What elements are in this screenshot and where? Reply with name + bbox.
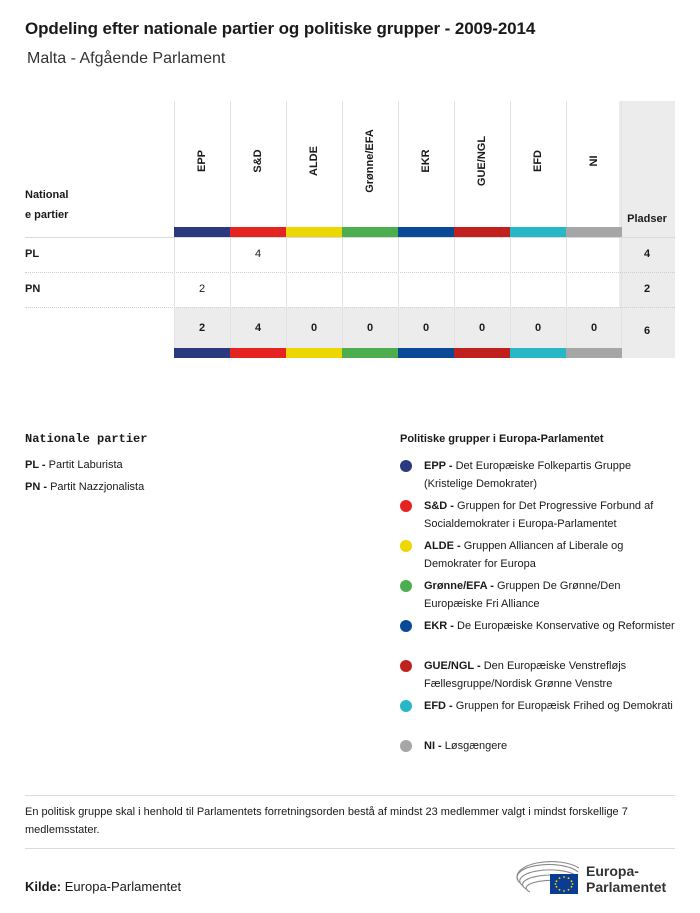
- legend-text: [400, 657, 675, 693]
- legend-text: [400, 697, 675, 715]
- group-header: [454, 101, 510, 227]
- legend-abbr: Grønne/EFA -: [424, 580, 494, 592]
- legend-dot: [400, 460, 412, 472]
- group-legend-title: Politiske grupper i Europa-Parlamentet: [400, 433, 604, 445]
- group-header-label: Grønne/EFA: [364, 129, 376, 193]
- legend-text: [400, 737, 675, 755]
- total-cell: 0: [478, 322, 486, 334]
- legend-name: Løsgængere: [444, 740, 508, 752]
- row-party-pn: PN: [25, 283, 41, 295]
- legend-abbr: EPP -: [424, 460, 453, 472]
- seats-column: [619, 101, 675, 358]
- group-legend-item: [400, 497, 675, 533]
- legend-text: [400, 457, 675, 493]
- divider: [25, 848, 675, 849]
- legend-dot: [400, 620, 412, 632]
- legend-name: Det Europæiske Folkepartis Gruppe (Kristelige Demokrater): [424, 460, 632, 490]
- group-header: [230, 101, 286, 227]
- group-color-bar: [566, 227, 622, 237]
- legend-dot: [400, 700, 412, 712]
- group-header-label: NI: [588, 155, 600, 167]
- legend-name: Partit Laburista: [48, 459, 123, 471]
- source: [25, 879, 181, 894]
- group-color-bar: [510, 348, 566, 358]
- national-legend-item: [25, 481, 144, 493]
- group-color-bar: [342, 348, 398, 358]
- legend-name: Gruppen De Grønne/Den Europæiske Fri Alliance: [424, 580, 621, 610]
- legend-name: Gruppen for Det Progressive Forbund af Socialdemokrater i Europa-Parlamentet: [424, 500, 654, 530]
- legend-abbr: S&D -: [424, 500, 454, 512]
- total-cell: 0: [422, 322, 430, 334]
- group-legend-item: [400, 657, 675, 693]
- legend-name: De Europæiske Konservative og Reformister: [457, 620, 675, 632]
- group-header: [342, 101, 398, 227]
- group-header-label: ALDE: [308, 146, 320, 176]
- group-legend-item: [400, 577, 675, 613]
- legend-dot: [400, 580, 412, 592]
- group-color-bar: [230, 227, 286, 237]
- header-rule: [25, 237, 675, 238]
- group-legend-item: [400, 457, 675, 493]
- group-header-label: EFD: [532, 150, 544, 172]
- group-legend-item: [400, 537, 675, 573]
- row-party-pl: PL: [25, 248, 40, 260]
- legend-abbr: GUE/NGL -: [424, 660, 481, 672]
- group-legend-item: [400, 697, 675, 715]
- group-color-bar: [510, 227, 566, 237]
- seats-pn: 2: [643, 283, 651, 295]
- source-label: Kilde:: [25, 879, 62, 894]
- national-parties-header: [25, 185, 68, 225]
- group-color-bar: [398, 227, 454, 237]
- table-cell: 4: [254, 248, 262, 260]
- group-color-bar: [454, 348, 510, 358]
- total-cell: 0: [310, 322, 318, 334]
- legend-text: [400, 497, 675, 533]
- legend-name: Gruppen for Europæisk Frihed og Demokrati: [455, 700, 673, 712]
- group-color-bar: [286, 348, 342, 358]
- legend-text: [400, 537, 675, 573]
- group-color-bar: [398, 348, 454, 358]
- logo-line1: Europa-: [586, 863, 639, 879]
- legend-abbr: NI -: [424, 740, 442, 752]
- national-legend-item: [25, 459, 123, 471]
- legend-abbr: EFD -: [424, 700, 453, 712]
- seats-total: 6: [643, 325, 651, 337]
- group-color-bar: [342, 227, 398, 237]
- legend-name: Den Europæiske Venstrefløjs Fællesgruppe/Nordisk Grønne Venstre: [424, 660, 627, 690]
- total-cell: 0: [366, 322, 374, 334]
- group-header-label: GUE/NGL: [476, 135, 488, 187]
- group-legend-item: [400, 617, 675, 635]
- page-subtitle: Malta - Afgående Parlament: [27, 50, 226, 67]
- group-header: [566, 101, 622, 227]
- legend-abbr: ALDE -: [424, 540, 461, 552]
- seats-header: Pladser: [627, 213, 667, 225]
- group-header: [510, 101, 566, 227]
- group-header-label: EKR: [420, 149, 432, 173]
- total-cell: 0: [590, 322, 598, 334]
- legend-dot: [400, 540, 412, 552]
- legend-text: [400, 617, 675, 635]
- group-header-label: S&D: [252, 149, 264, 173]
- legend-name: Partit Nazzjonalista: [50, 481, 145, 493]
- group-header-label: EPP: [196, 149, 208, 173]
- national-parties-header-line2: e partier: [25, 209, 69, 221]
- national-parties-header-line1: National: [25, 189, 69, 201]
- page-title: Opdeling efter nationale partier og politiske grupper - 2009-2014: [25, 19, 536, 38]
- total-cell: 4: [254, 322, 262, 334]
- group-color-bar: [286, 227, 342, 237]
- legend-dot: [400, 500, 412, 512]
- row-rule: [25, 272, 675, 273]
- source-value: Europa-Parlamentet: [64, 879, 182, 894]
- group-legend-item: [400, 737, 675, 755]
- legend-abbr: EKR -: [424, 620, 454, 632]
- row-rule: [25, 307, 675, 308]
- legend-abbr: PL -: [25, 459, 46, 471]
- legend-abbr: PN -: [25, 481, 47, 493]
- total-cell: 2: [198, 322, 206, 334]
- divider: [25, 795, 675, 796]
- legend-dot: [400, 740, 412, 752]
- seats-pl: 4: [643, 248, 651, 260]
- logo-line2: Parlamentet: [586, 879, 667, 895]
- logo-text: [586, 863, 666, 895]
- group-color-bar: [230, 348, 286, 358]
- group-color-bar: [174, 227, 230, 237]
- group-color-bar: [174, 348, 230, 358]
- legend-text: [400, 577, 675, 613]
- national-legend-title: Nationale partier: [25, 432, 148, 446]
- group-color-bar: [454, 227, 510, 237]
- group-header: [174, 101, 230, 227]
- group-header: [398, 101, 454, 227]
- total-cell: 0: [534, 322, 542, 334]
- legend-name: Gruppen Alliancen af Liberale og Demokrater for Europa: [424, 540, 624, 570]
- breakdown-table: [25, 101, 675, 358]
- footnote: En politisk gruppe skal i henhold til Parlamentets forretningsorden bestå af mindst 23 medlemmer valgt i mindst forskellige 7 medlemsstater.: [25, 806, 628, 836]
- table-cell: 2: [198, 283, 206, 295]
- legend-dot: [400, 660, 412, 672]
- group-header: [286, 101, 342, 227]
- group-color-bar: [566, 348, 622, 358]
